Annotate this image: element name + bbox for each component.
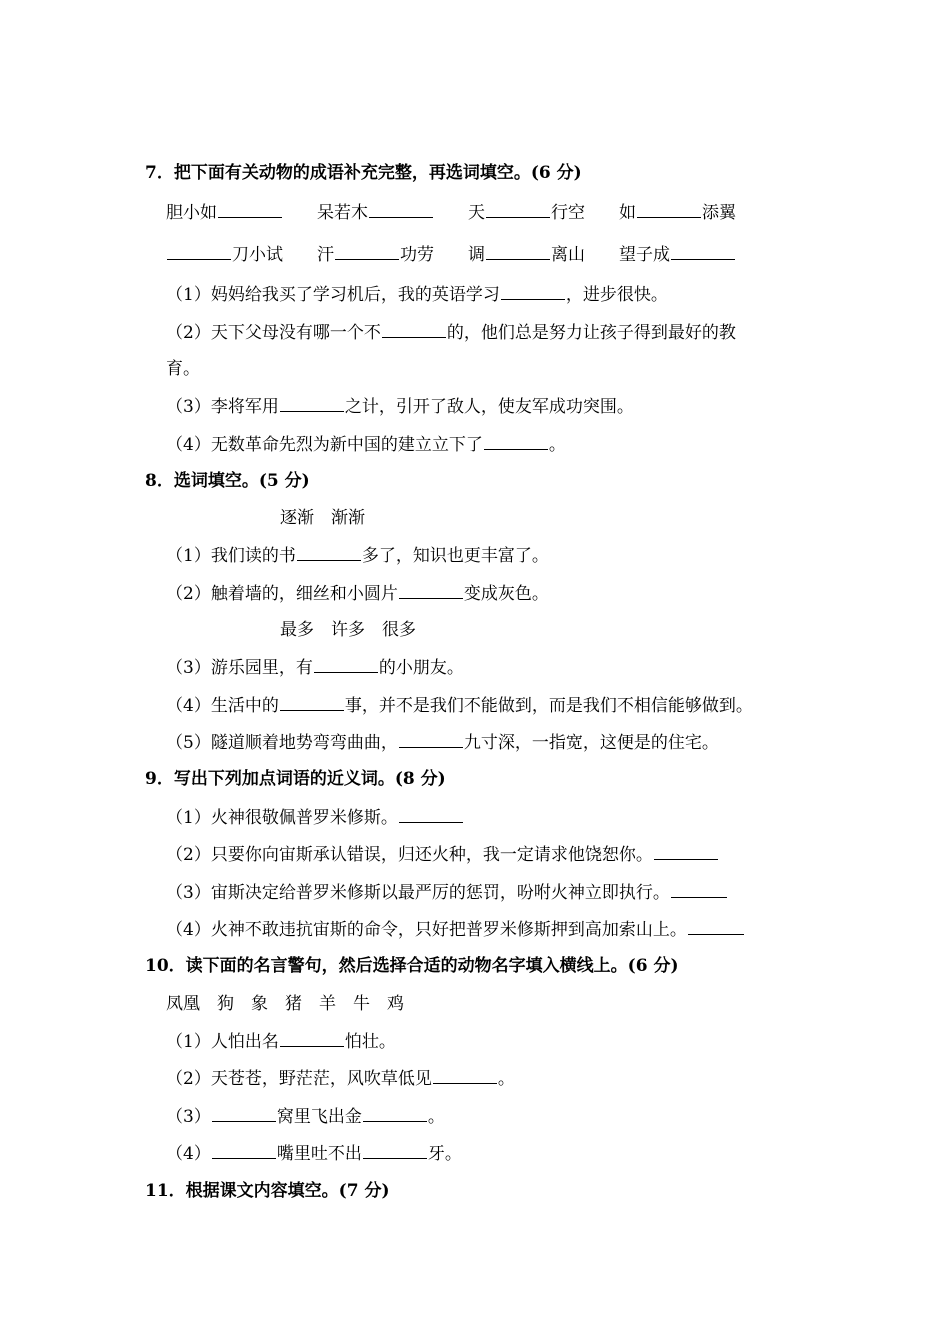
q9-title: 9．写出下列加点词语的近义词。(8 分) bbox=[145, 769, 446, 789]
answer-blank[interactable] bbox=[433, 1067, 497, 1084]
idiom-text: 调 bbox=[468, 245, 485, 265]
sentence-text: （3）宙斯决定给普罗米修斯以最严厉的惩罚，吩咐火神立即执行。 bbox=[166, 883, 670, 903]
answer-blank[interactable] bbox=[297, 544, 361, 561]
sentence-text: （4）火神不敢违抗宙斯的命令，只好把普罗米修斯押到高加索山上。 bbox=[166, 920, 687, 940]
q8-sentence-5 bbox=[166, 731, 719, 754]
sentence-text: 牙。 bbox=[427, 1144, 462, 1164]
answer-blank[interactable] bbox=[484, 433, 548, 450]
q7-sentence-2 bbox=[166, 321, 736, 344]
answer-blank[interactable] bbox=[382, 321, 446, 338]
idiom-text: 呆若木 bbox=[317, 203, 368, 223]
sentence-text: （4）无数革命先烈为新中国的建立立下了 bbox=[166, 435, 483, 455]
q10-sentence-3 bbox=[166, 1105, 445, 1128]
sentence-text: （2）天苍苍，野茫茫，风吹草低见 bbox=[166, 1069, 432, 1089]
answer-blank[interactable] bbox=[688, 918, 744, 935]
q8-word-choices-2: 最多 许多 很多 bbox=[280, 620, 416, 640]
sentence-text: （2）天下父母没有哪一个不 bbox=[166, 323, 381, 343]
sentence-text: （4） bbox=[166, 1144, 211, 1164]
idiom-text: 汗 bbox=[317, 245, 334, 265]
idiom-text: 功劳 bbox=[400, 245, 434, 265]
sentence-text: 多了，知识也更丰富了。 bbox=[361, 546, 549, 566]
sentence-text: （1）我们读的书 bbox=[166, 546, 296, 566]
q8-word-choices-1: 逐渐 渐渐 bbox=[280, 508, 365, 528]
answer-blank[interactable] bbox=[218, 201, 282, 218]
q7-sentence-4 bbox=[166, 433, 566, 456]
q7-sentence-2-cont: 育。 bbox=[166, 359, 200, 379]
q11-title: 11．根据课文内容填空。(7 分) bbox=[145, 1181, 390, 1201]
idiom-text: 如 bbox=[619, 203, 636, 223]
q10-animal-choices: 凤凰 狗 象 猪 羊 牛 鸡 bbox=[166, 994, 404, 1014]
q9-sentence-2 bbox=[166, 843, 719, 866]
sentence-text: （1）妈妈给我买了学习机后，我的英语学习 bbox=[166, 285, 500, 305]
sentence-text: （2）触着墙的，细丝和小圆片 bbox=[166, 584, 398, 604]
sentence-text: （3）李将军用 bbox=[166, 397, 279, 417]
answer-blank[interactable] bbox=[280, 1030, 344, 1047]
answer-blank[interactable] bbox=[671, 243, 735, 260]
idiom-text: 添翼 bbox=[702, 203, 736, 223]
idiom-text: 望子成 bbox=[619, 245, 670, 265]
q8-sentence-2 bbox=[166, 582, 549, 605]
q7-idiom-row-1 bbox=[166, 201, 736, 224]
idiom-text: 天 bbox=[468, 203, 485, 223]
q10-sentence-1 bbox=[166, 1030, 396, 1053]
sentence-text: （1）人怕出名 bbox=[166, 1032, 279, 1052]
answer-blank[interactable] bbox=[399, 582, 463, 599]
sentence-text: （3） bbox=[166, 1107, 211, 1127]
idiom-text: 行空 bbox=[551, 203, 585, 223]
sentence-text: 窝里飞出金 bbox=[276, 1107, 362, 1127]
answer-blank[interactable] bbox=[671, 881, 727, 898]
q7-sentence-1 bbox=[166, 283, 668, 306]
sentence-text: 变成灰色。 bbox=[463, 584, 549, 604]
answer-blank[interactable] bbox=[501, 283, 565, 300]
q9-sentence-3 bbox=[166, 881, 728, 904]
answer-blank[interactable] bbox=[486, 243, 550, 260]
answer-blank[interactable] bbox=[399, 731, 463, 748]
q10-sentence-4 bbox=[166, 1142, 462, 1165]
sentence-text: 嘴里吐不出 bbox=[276, 1144, 362, 1164]
q7-sentence-3 bbox=[166, 395, 634, 418]
sentence-text: （4）生活中的 bbox=[166, 696, 279, 716]
answer-blank[interactable] bbox=[212, 1105, 276, 1122]
sentence-text: 。 bbox=[497, 1069, 515, 1089]
idiom-text: 离山 bbox=[551, 245, 585, 265]
sentence-text: （2）只要你向宙斯承认错误，归还火种，我一定请求他饶恕你。 bbox=[166, 845, 653, 865]
sentence-text: 九寸深，一指宽，这便是的住宅。 bbox=[463, 733, 719, 753]
sentence-text: 怕壮。 bbox=[344, 1032, 396, 1052]
answer-blank[interactable] bbox=[399, 806, 463, 823]
q9-sentence-4 bbox=[166, 918, 745, 941]
q10-title: 10．读下面的名言警句，然后选择合适的动物名字填入横线上。(6 分) bbox=[145, 956, 679, 976]
answer-blank[interactable] bbox=[486, 201, 550, 218]
answer-blank[interactable] bbox=[363, 1142, 427, 1159]
sentence-text: （5）隧道顺着地势弯弯曲曲， bbox=[166, 733, 398, 753]
sentence-text: 的小朋友。 bbox=[378, 658, 464, 678]
sentence-text: 的，他们总是努力让孩子得到最好的教 bbox=[446, 323, 736, 343]
sentence-text: 。 bbox=[427, 1107, 445, 1127]
q8-title: 8．选词填空。(5 分) bbox=[145, 471, 310, 491]
q9-sentence-1 bbox=[166, 806, 464, 829]
answer-blank[interactable] bbox=[314, 656, 378, 673]
answer-blank[interactable] bbox=[167, 243, 231, 260]
answer-blank[interactable] bbox=[280, 694, 344, 711]
sentence-text: （3）游乐园里，有 bbox=[166, 658, 313, 678]
idiom-text: 胆小如 bbox=[166, 203, 217, 223]
answer-blank[interactable] bbox=[654, 843, 718, 860]
sentence-text: 之计，引开了敌人，使友军成功突围。 bbox=[344, 397, 634, 417]
sentence-text: （1）火神很敬佩普罗米修斯。 bbox=[166, 808, 398, 828]
q7-title: 7．把下面有关动物的成语补充完整，再选词填空。(6 分) bbox=[145, 163, 582, 183]
q8-sentence-1 bbox=[166, 544, 549, 567]
answer-blank[interactable] bbox=[369, 201, 433, 218]
sentence-text: 事，并不是我们不能做到，而是我们不相信能够做到。 bbox=[344, 696, 753, 716]
q8-sentence-3 bbox=[166, 656, 464, 679]
sentence-text: 。 bbox=[548, 435, 566, 455]
sentence-text: ，进步很快。 bbox=[565, 285, 668, 305]
q10-sentence-2 bbox=[166, 1067, 515, 1090]
q7-idiom-row-2 bbox=[166, 243, 736, 266]
answer-blank[interactable] bbox=[335, 243, 399, 260]
answer-blank[interactable] bbox=[363, 1105, 427, 1122]
answer-blank[interactable] bbox=[280, 395, 344, 412]
idiom-text: 刀小试 bbox=[232, 245, 283, 265]
q8-sentence-4 bbox=[166, 694, 753, 717]
answer-blank[interactable] bbox=[637, 201, 701, 218]
answer-blank[interactable] bbox=[212, 1142, 276, 1159]
